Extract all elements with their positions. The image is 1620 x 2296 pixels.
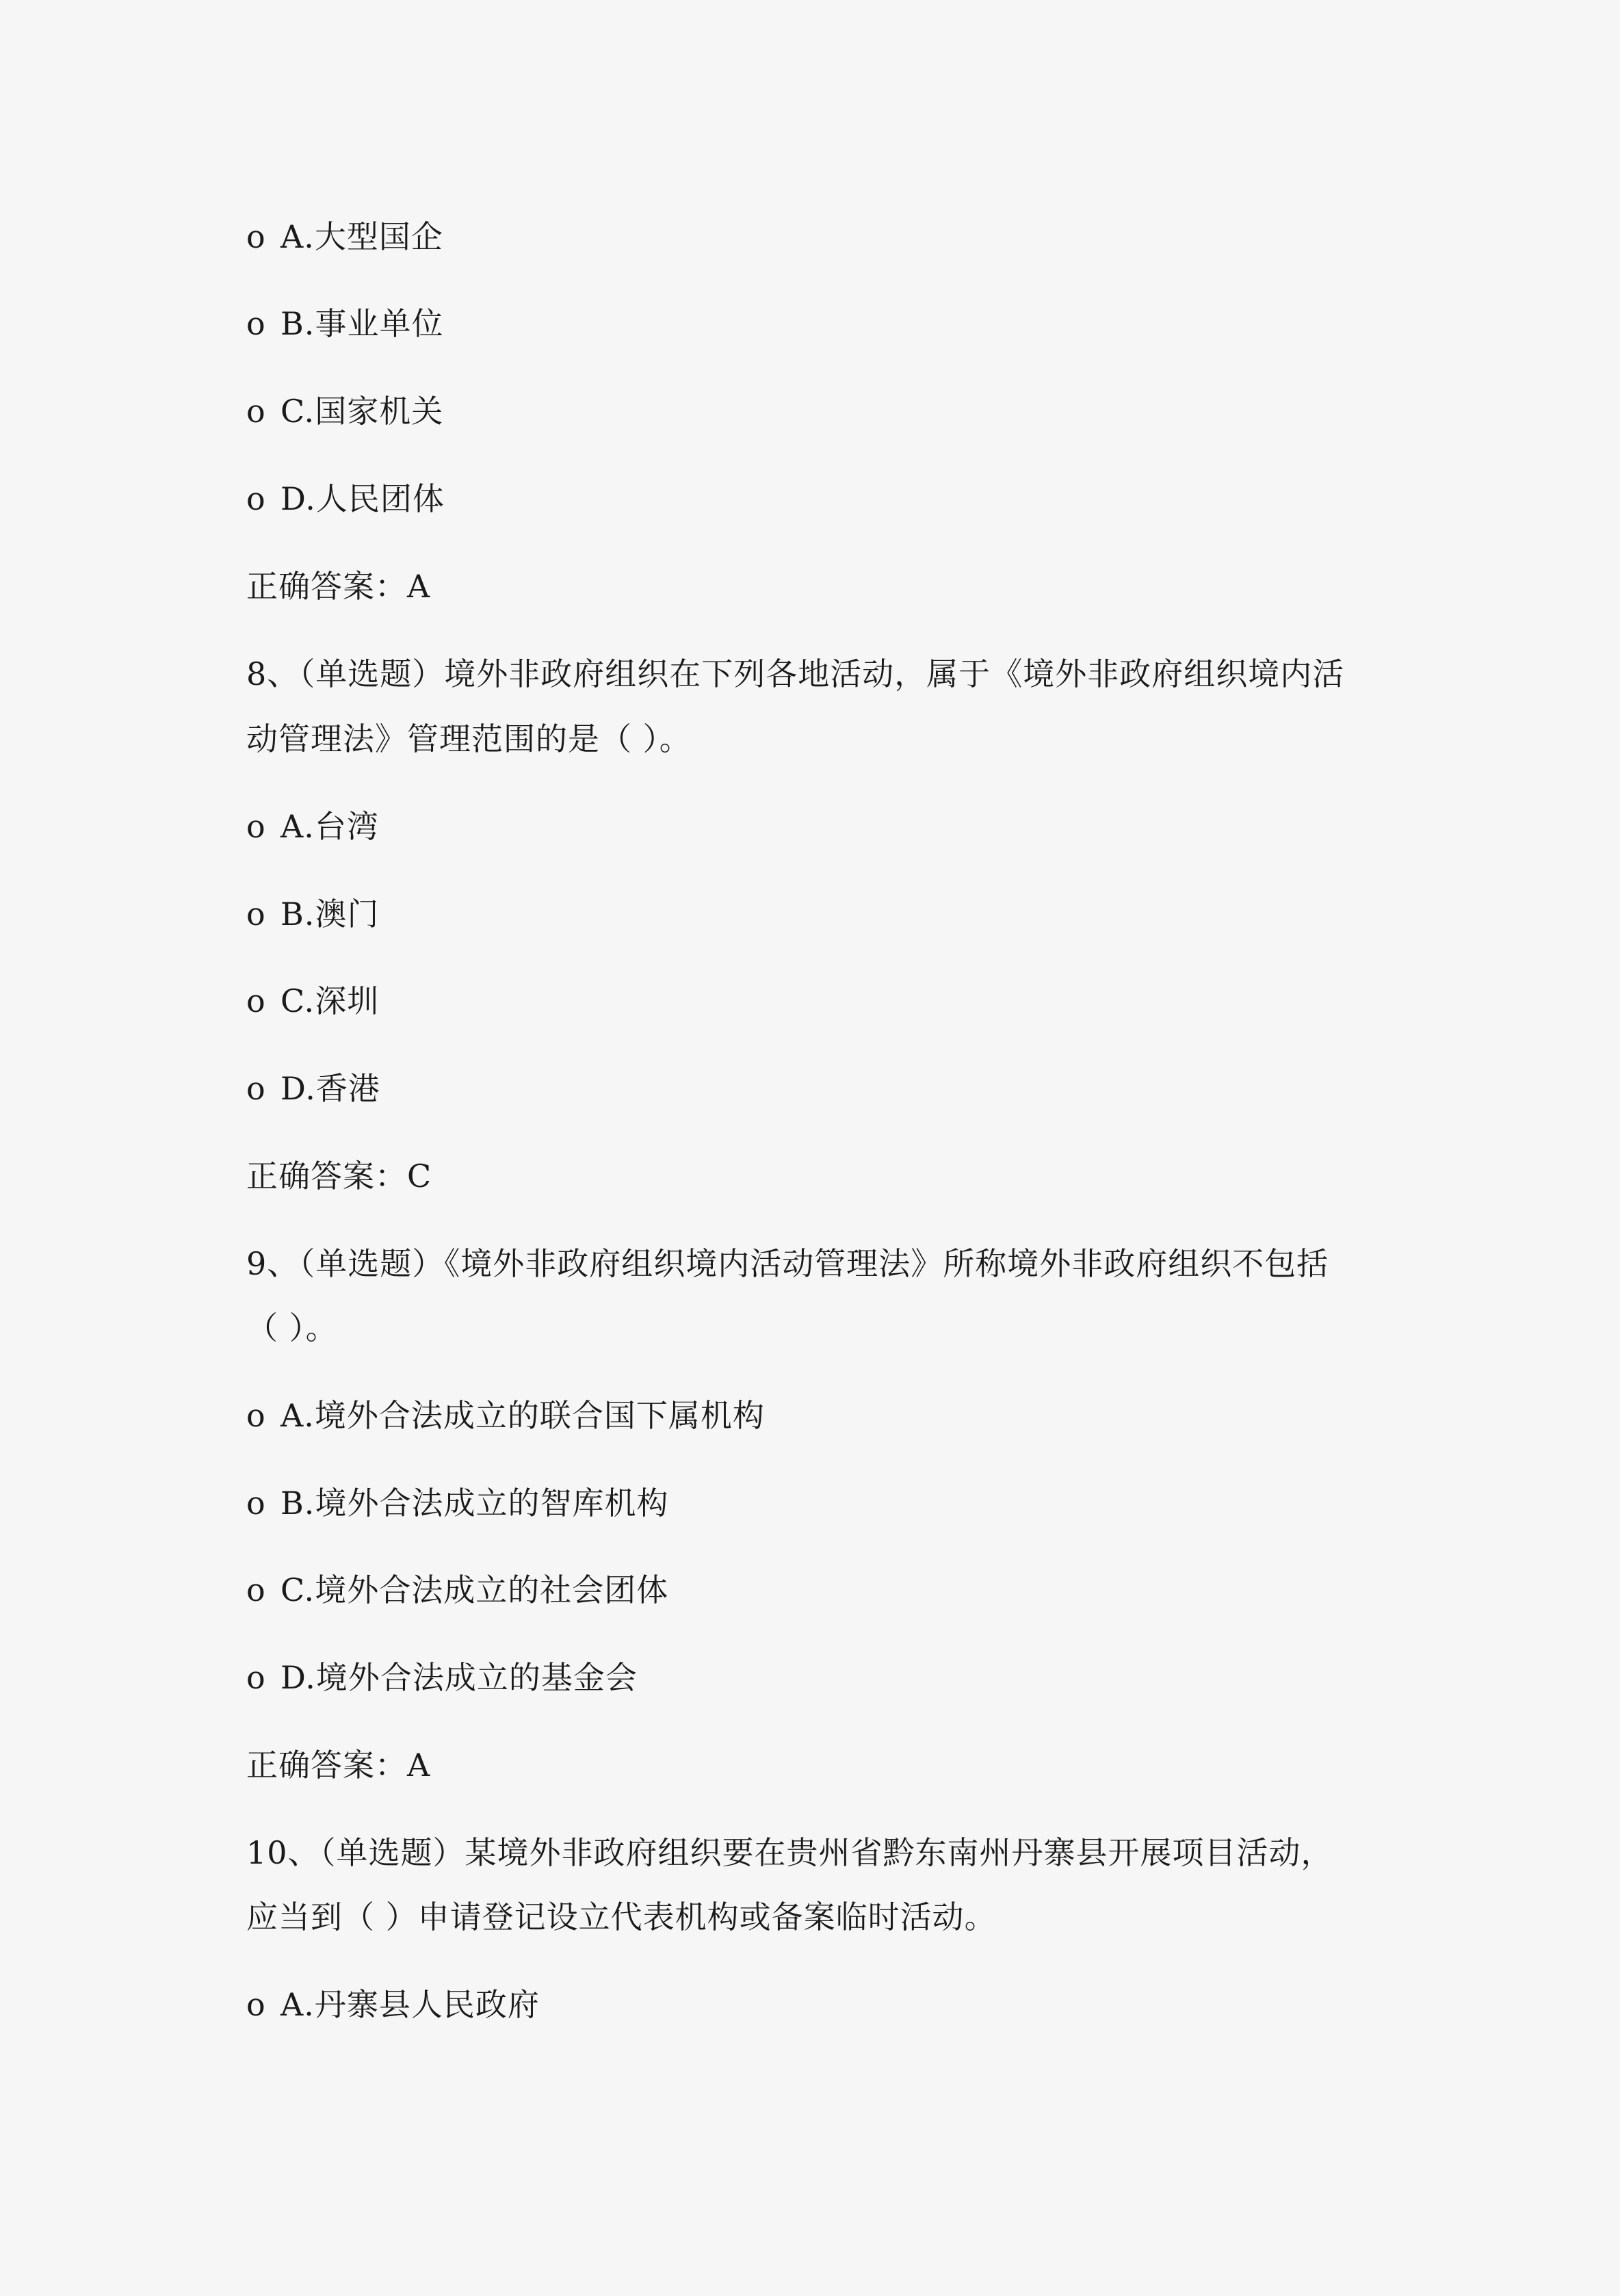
bullet: o <box>246 1485 266 1522</box>
option-text: 国家机关 <box>315 393 444 430</box>
bullet: o <box>246 1397 266 1434</box>
option-text: 人民团体 <box>315 480 445 517</box>
q8-option-c <box>246 968 379 1034</box>
q9-question-line-1: 9、（单选题）《境外非政府组织境内活动管理法》所称境外非政府组织不包括 <box>246 1245 1329 1282</box>
option-letter: A. <box>280 1397 315 1434</box>
option-letter: C. <box>280 982 315 1019</box>
q8-question-line-2: 动管理法》管理范围的是（ ）。 <box>246 720 692 757</box>
option-letter: D. <box>280 1070 316 1107</box>
q10-question-line-1: 10、（单选题）某境外非政府组织要在贵州省黔东南州丹寨县开展项目活动， <box>246 1834 1333 1871</box>
option-letter: A. <box>280 1986 315 2023</box>
option-text: 深圳 <box>315 982 380 1019</box>
q8-option-b <box>246 881 379 947</box>
option-letter: B. <box>280 305 315 342</box>
bullet: o <box>246 896 266 932</box>
q10-question-line-2: 应当到（ ）申请登记设立代表机构或备案临时活动。 <box>246 1899 997 1935</box>
option-letter: B. <box>280 896 315 932</box>
option-letter: B. <box>280 1485 315 1522</box>
bullet: o <box>246 393 266 430</box>
q8-answer: 正确答案：C <box>246 1158 432 1195</box>
q7-option-c <box>246 378 443 444</box>
q9-option-d <box>246 1645 638 1710</box>
option-letter: D. <box>280 480 316 517</box>
q9-option-a <box>246 1383 765 1448</box>
option-text: 澳门 <box>315 896 380 932</box>
q7-option-a <box>246 204 443 270</box>
q10-option-a <box>246 1972 540 2037</box>
q8-option-a <box>246 794 379 859</box>
q8-question-line-1: 8、（单选题）境外非政府组织在下列各地活动，属于《境外非政府组织境内活 <box>246 655 1345 692</box>
q7-option-d <box>246 466 445 532</box>
q9-option-b <box>246 1470 668 1536</box>
option-text: 大型国企 <box>314 218 443 255</box>
option-letter: C. <box>280 1571 315 1608</box>
bullet: o <box>246 1986 266 2023</box>
q7-answer: 正确答案：A <box>246 568 431 605</box>
option-letter: C. <box>280 393 315 430</box>
option-text: 丹寨县人民政府 <box>314 1986 540 2023</box>
bullet: o <box>246 480 266 517</box>
option-letter: A. <box>280 808 315 845</box>
q8-option-d <box>246 1056 380 1121</box>
q9-question-line-2: （ ）。 <box>246 1309 338 1346</box>
option-text: 境外合法成立的基金会 <box>315 1659 638 1696</box>
option-letter: D. <box>280 1659 316 1696</box>
option-text: 事业单位 <box>315 305 444 342</box>
bullet: o <box>246 1571 266 1608</box>
option-text: 境外合法成立的社会团体 <box>315 1571 669 1608</box>
bullet: o <box>246 1659 266 1696</box>
q9-answer: 正确答案：A <box>246 1747 431 1784</box>
bullet: o <box>246 982 266 1019</box>
option-text: 境外合法成立的智库机构 <box>315 1485 669 1522</box>
bullet: o <box>246 1070 266 1107</box>
option-text: 境外合法成立的联合国下属机构 <box>314 1397 765 1434</box>
option-letter: A. <box>280 218 315 255</box>
bullet: o <box>246 305 266 342</box>
bullet: o <box>246 218 266 255</box>
q9-option-c <box>246 1557 668 1623</box>
option-text: 香港 <box>315 1070 380 1107</box>
q7-option-b <box>246 291 443 356</box>
bullet: o <box>246 808 266 845</box>
option-text: 台湾 <box>314 808 379 845</box>
